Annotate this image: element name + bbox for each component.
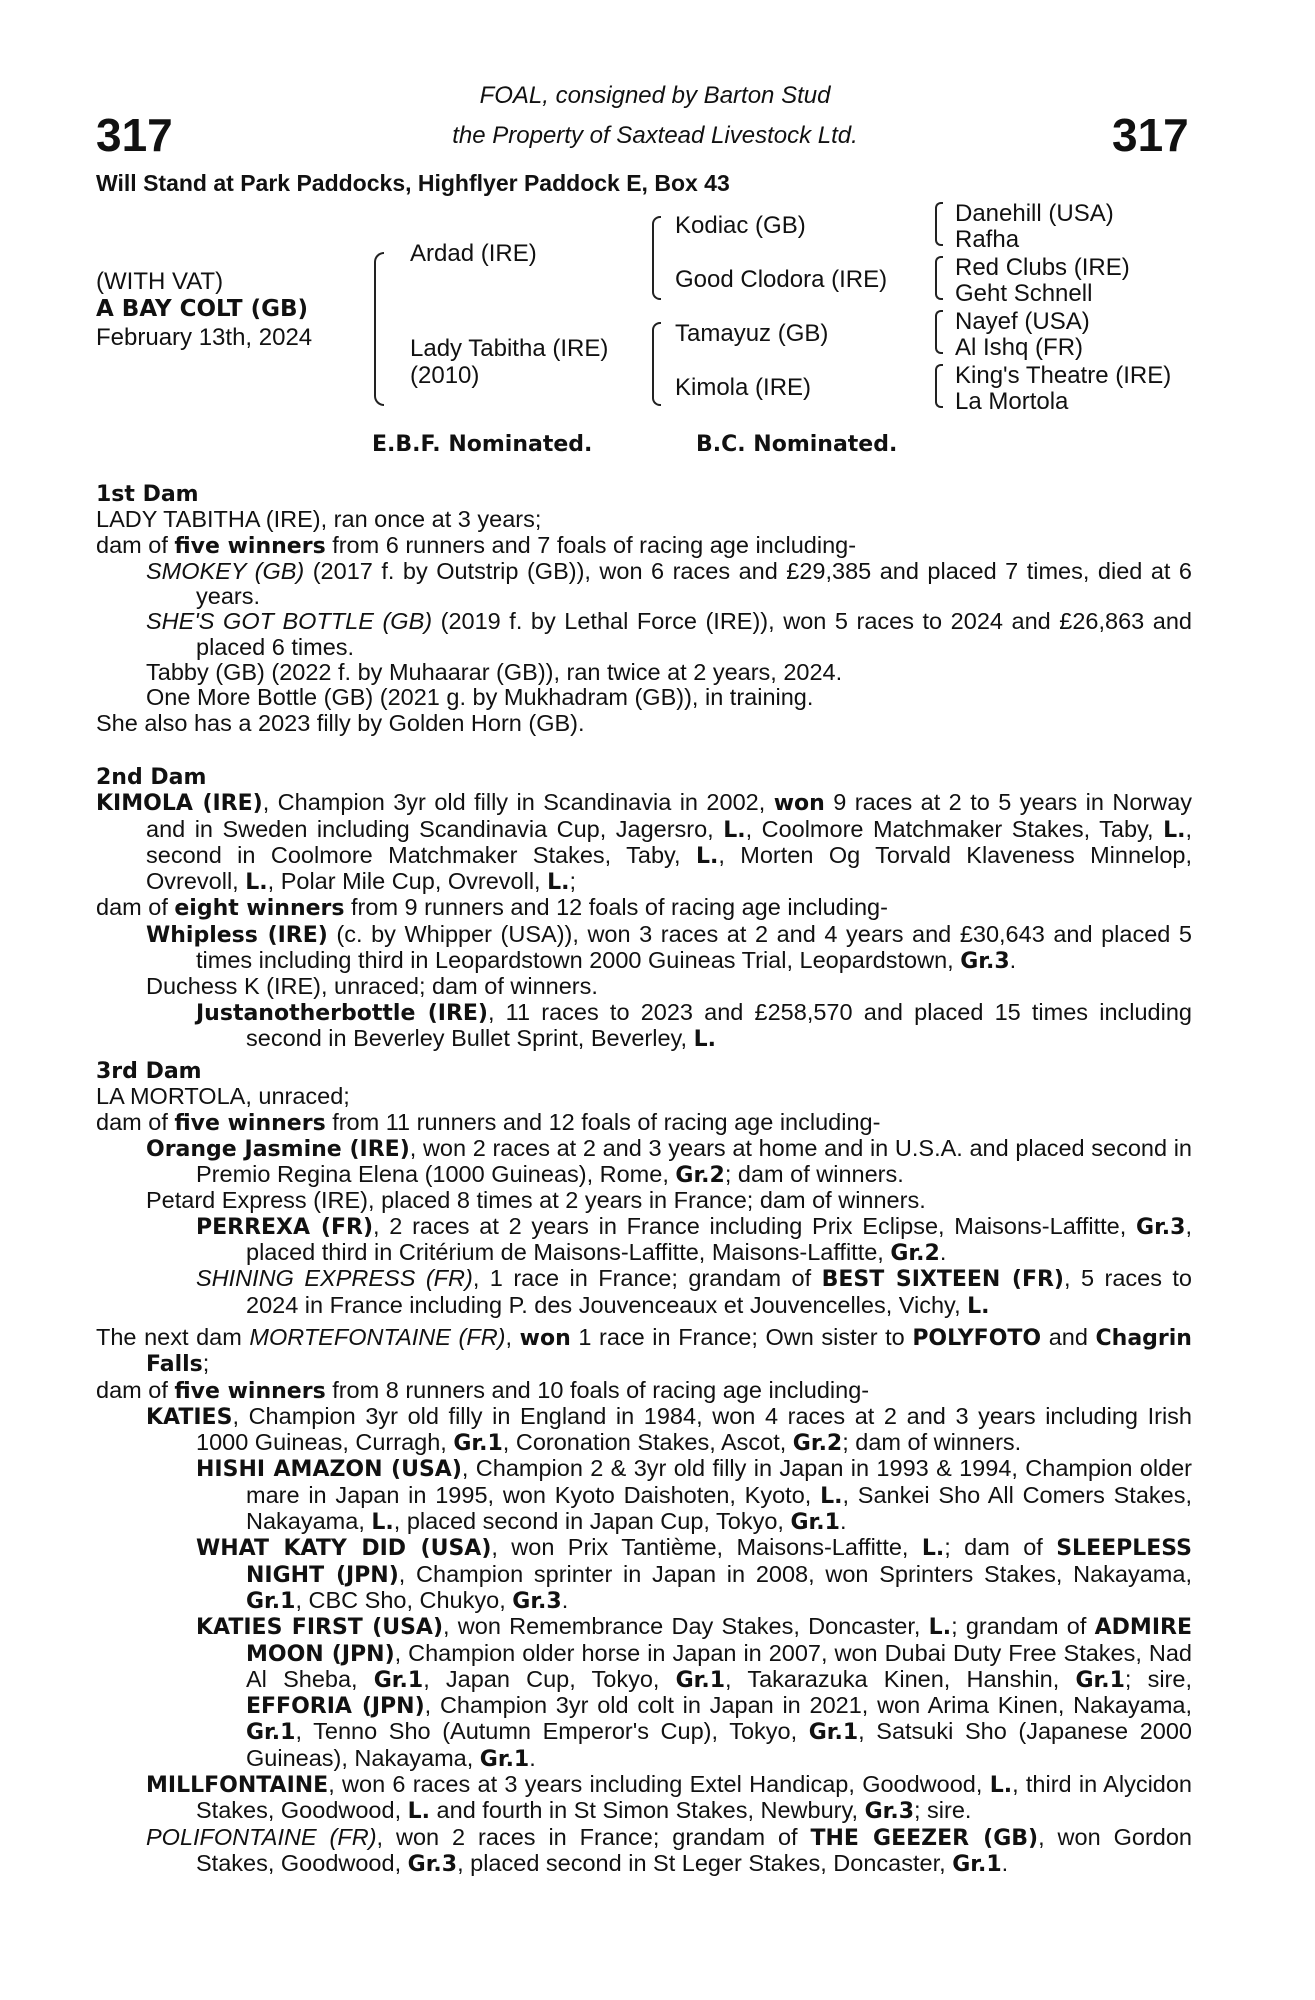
dam-dam: Kimola (IRE) xyxy=(675,374,812,401)
stand-location: Will Stand at Park Paddocks, Highflyer Paddock E, Box 43 xyxy=(96,170,730,196)
pedigree-brace xyxy=(652,322,661,406)
sire-dam: Good Clodora (IRE) xyxy=(675,266,888,293)
next-dam-entry: The next dam MORTEFONTAINE (FR), won 1 race in France; Own sister to POLYFOTO and Chagrin Falls; xyxy=(96,1324,1192,1378)
dam: Lady Tabitha (IRE) xyxy=(410,335,609,362)
produce-entry: KATIES FIRST (USA), won Remembrance Day Stakes, Doncaster, L.; grandam of ADMIRE MOON (JPN), Champion older horse in Japan in 2007, won Dubai Duty Free Stakes, Nad Al Sheba, Gr.1, Japan Cup, Tokyo, Gr.1, Takarazuka Kinen, Hanshin, Gr.1; sire, EFFORIA (JPN), Champion 3yr old colt in Japan in 2021, won Arima Kinen, Nakayama, Gr.1, Tenno Sho (Autumn Emperor's Cup), Tokyo, Gr.1, Satsuki Sho (Japanese 2000 Guineas), Nakayama, Gr.1. xyxy=(196,1613,1192,1772)
produce-note: She also has a 2023 filly by Golden Horn (GB). xyxy=(96,709,585,736)
property-line: the Property of Saxtead Livestock Ltd. xyxy=(452,122,858,149)
first-dam-produce-summary: dam of five winners from 6 runners and 7 foals of racing age including- xyxy=(96,531,857,559)
first-dam-heading: 1st Dam xyxy=(96,482,199,507)
produce-entry: SHINING EXPRESS (FR), 1 race in France; grandam of BEST SIXTEEN (FR), 5 races to 2024 in France including P. des Jouvenceaux et Jouvencelles, Vichy, L. xyxy=(196,1265,1193,1319)
produce-entry: Petard Express (IRE), placed 8 times at 2 years in France; dam of winners. xyxy=(146,1187,926,1214)
ggs-8: La Mortola xyxy=(955,388,1069,415)
produce-entry: KATIES, Champion 3yr old filly in England in 1984, won 4 races at 2 and 3 years including Irish 1000 Guineas, Curragh, Gr.1, Coronation Stakes, Ascot, Gr.2; dam of winners. xyxy=(146,1402,1192,1457)
third-dam-produce-summary: dam of five winners from 11 runners and 12 foals of racing age including- xyxy=(96,1108,881,1136)
next-dam-section xyxy=(96,1325,1192,1877)
third-dam-section xyxy=(96,1058,1192,1319)
consignor-line: FOAL, consigned by Barton Stud xyxy=(479,82,831,109)
sire: Ardad (IRE) xyxy=(410,240,537,267)
horse-dob: February 13th, 2024 xyxy=(96,324,313,351)
horse-name: A BAY COLT (GB) xyxy=(96,296,309,322)
third-dam-heading: 3rd Dam xyxy=(96,1059,202,1084)
produce-entry: WHAT KATY DID (USA), won Prix Tantième, Maisons-Laffitte, L.; dam of SLEEPLESS NIGHT (JPN), Champion sprinter in Japan in 2008, won Sprinters Stakes, Nakayama, Gr.1, CBC Sho, Chukyo, Gr.3. xyxy=(196,1534,1192,1614)
pedigree-brace xyxy=(935,310,943,354)
pedigree-brace xyxy=(374,252,384,406)
ggs-4: Geht Schnell xyxy=(955,280,1093,307)
ggs-7: King's Theatre (IRE) xyxy=(955,362,1172,389)
first-dam-section xyxy=(96,481,1192,736)
produce-entry: HISHI AMAZON (USA), Champion 2 & 3yr old filly in Japan in 1993 & 1994, Champion older mare in Japan in 1995, won Kyoto Daishoten, Kyoto, L., Sankei Sho All Comers Stakes, Nakayama, L., placed second in Japan Cup, Tokyo, Gr.1. xyxy=(196,1455,1193,1536)
pedigree-brace xyxy=(935,202,943,246)
dam-year: (2010) xyxy=(410,362,480,389)
next-dam-produce-summary: dam of five winners from 8 runners and 10 foals of racing age including- xyxy=(96,1376,870,1404)
produce-entry: SHE'S GOT BOTTLE (GB) (2019 f. by Lethal Force (IRE)), won 5 races to 2024 and £26,863 and placed 6 times. xyxy=(146,608,1192,660)
ggs-2: Rafha xyxy=(955,226,1020,253)
produce-entry: SMOKEY (GB) (2017 f. by Outstrip (GB)), won 6 races and £29,385 and placed 7 times, died at 6 years. xyxy=(146,557,1192,610)
second-dam-entry: KIMOLA (IRE), Champion 3yr old filly in Scandinavia in 2002, won 9 races at 2 to 5 years in Norway and in Sweden including Scandinavia Cup, Jagersro, L., Coolmore Matchmaker Stakes, Taby, L., second in Coolmore Matchmaker Stakes, Taby, L., Morten Og Torvald Klaveness Minnelop, Ovrevoll, L., Polar Mile Cup, Ovrevoll, L.; xyxy=(96,789,1193,896)
second-dam-section xyxy=(96,764,1192,1052)
pedigree-brace xyxy=(935,256,943,300)
third-dam-line: LA MORTOLA, unraced; xyxy=(96,1083,350,1110)
sire-sire: Kodiac (GB) xyxy=(675,212,806,239)
lot-number-right: 317 xyxy=(1112,109,1189,161)
produce-entry: Duchess K (IRE), unraced; dam of winners. xyxy=(146,973,598,1000)
produce-entry: PERREXA (FR), 2 races at 2 years in France including Prix Eclipse, Maisons-Laffitte, Gr.3, placed third in Critérium de Maisons-Laffitte, Maisons-Laffitte, Gr.2. xyxy=(196,1212,1192,1267)
pedigree-brace xyxy=(652,216,661,300)
produce-entry: Tabby (GB) (2022 f. by Muhaarar (GB)), ran twice at 2 years, 2024. xyxy=(146,659,843,686)
produce-entry: Justanotherbottle (IRE), 11 races to 2023 and £258,570 and placed 15 times including second in Beverley Bullet Sprint, Beverley, L. xyxy=(196,998,1192,1052)
pedigree-brace xyxy=(935,364,943,408)
ebf-nomination: E.B.F. Nominated. xyxy=(372,432,593,457)
second-dam-produce-summary: dam of eight winners from 9 runners and 12 foals of racing age including- xyxy=(96,894,888,922)
ggs-6: Al Ishq (FR) xyxy=(955,334,1084,361)
lot-number-left: 317 xyxy=(96,109,173,161)
vat-label: (WITH VAT) xyxy=(96,268,224,295)
produce-entry: One More Bottle (GB) (2021 g. by Mukhadram (GB)), in training. xyxy=(146,684,814,711)
first-dam-line: LADY TABITHA (IRE), ran once at 3 years; xyxy=(96,506,542,533)
produce-entry: POLIFONTAINE (FR), won 2 races in France; grandam of THE GEEZER (GB), won Gordon Stakes, Goodwood, Gr.3, placed second in St Leger Stakes, Doncaster, Gr.1. xyxy=(146,1823,1192,1877)
produce-entry: Orange Jasmine (IRE), won 2 races at 2 and 3 years at home and in U.S.A. and placed second in Premio Regina Elena (1000 Guineas), Rome, Gr.2; dam of winners. xyxy=(146,1134,1192,1189)
produce-entry: Whipless (IRE) (c. by Whipper (USA)), won 3 races at 2 and 4 years and £30,643 and placed 5 times including third in Leopardstown 2000 Guineas Trial, Leopardstown, Gr.3. xyxy=(146,920,1192,975)
produce-entry: MILLFONTAINE, won 6 races at 3 years including Extel Handicap, Goodwood, L., third in Alycidon Stakes, Goodwood, L. and fourth in St Simon Stakes, Newbury, Gr.3; sire. xyxy=(146,1771,1192,1825)
dam-sire: Tamayuz (GB) xyxy=(675,320,829,347)
ggs-5: Nayef (USA) xyxy=(955,308,1090,335)
ggs-3: Red Clubs (IRE) xyxy=(955,254,1130,281)
ggs-1: Danehill (USA) xyxy=(955,200,1114,227)
bc-nomination: B.C. Nominated. xyxy=(696,432,898,457)
second-dam-heading: 2nd Dam xyxy=(96,765,207,790)
